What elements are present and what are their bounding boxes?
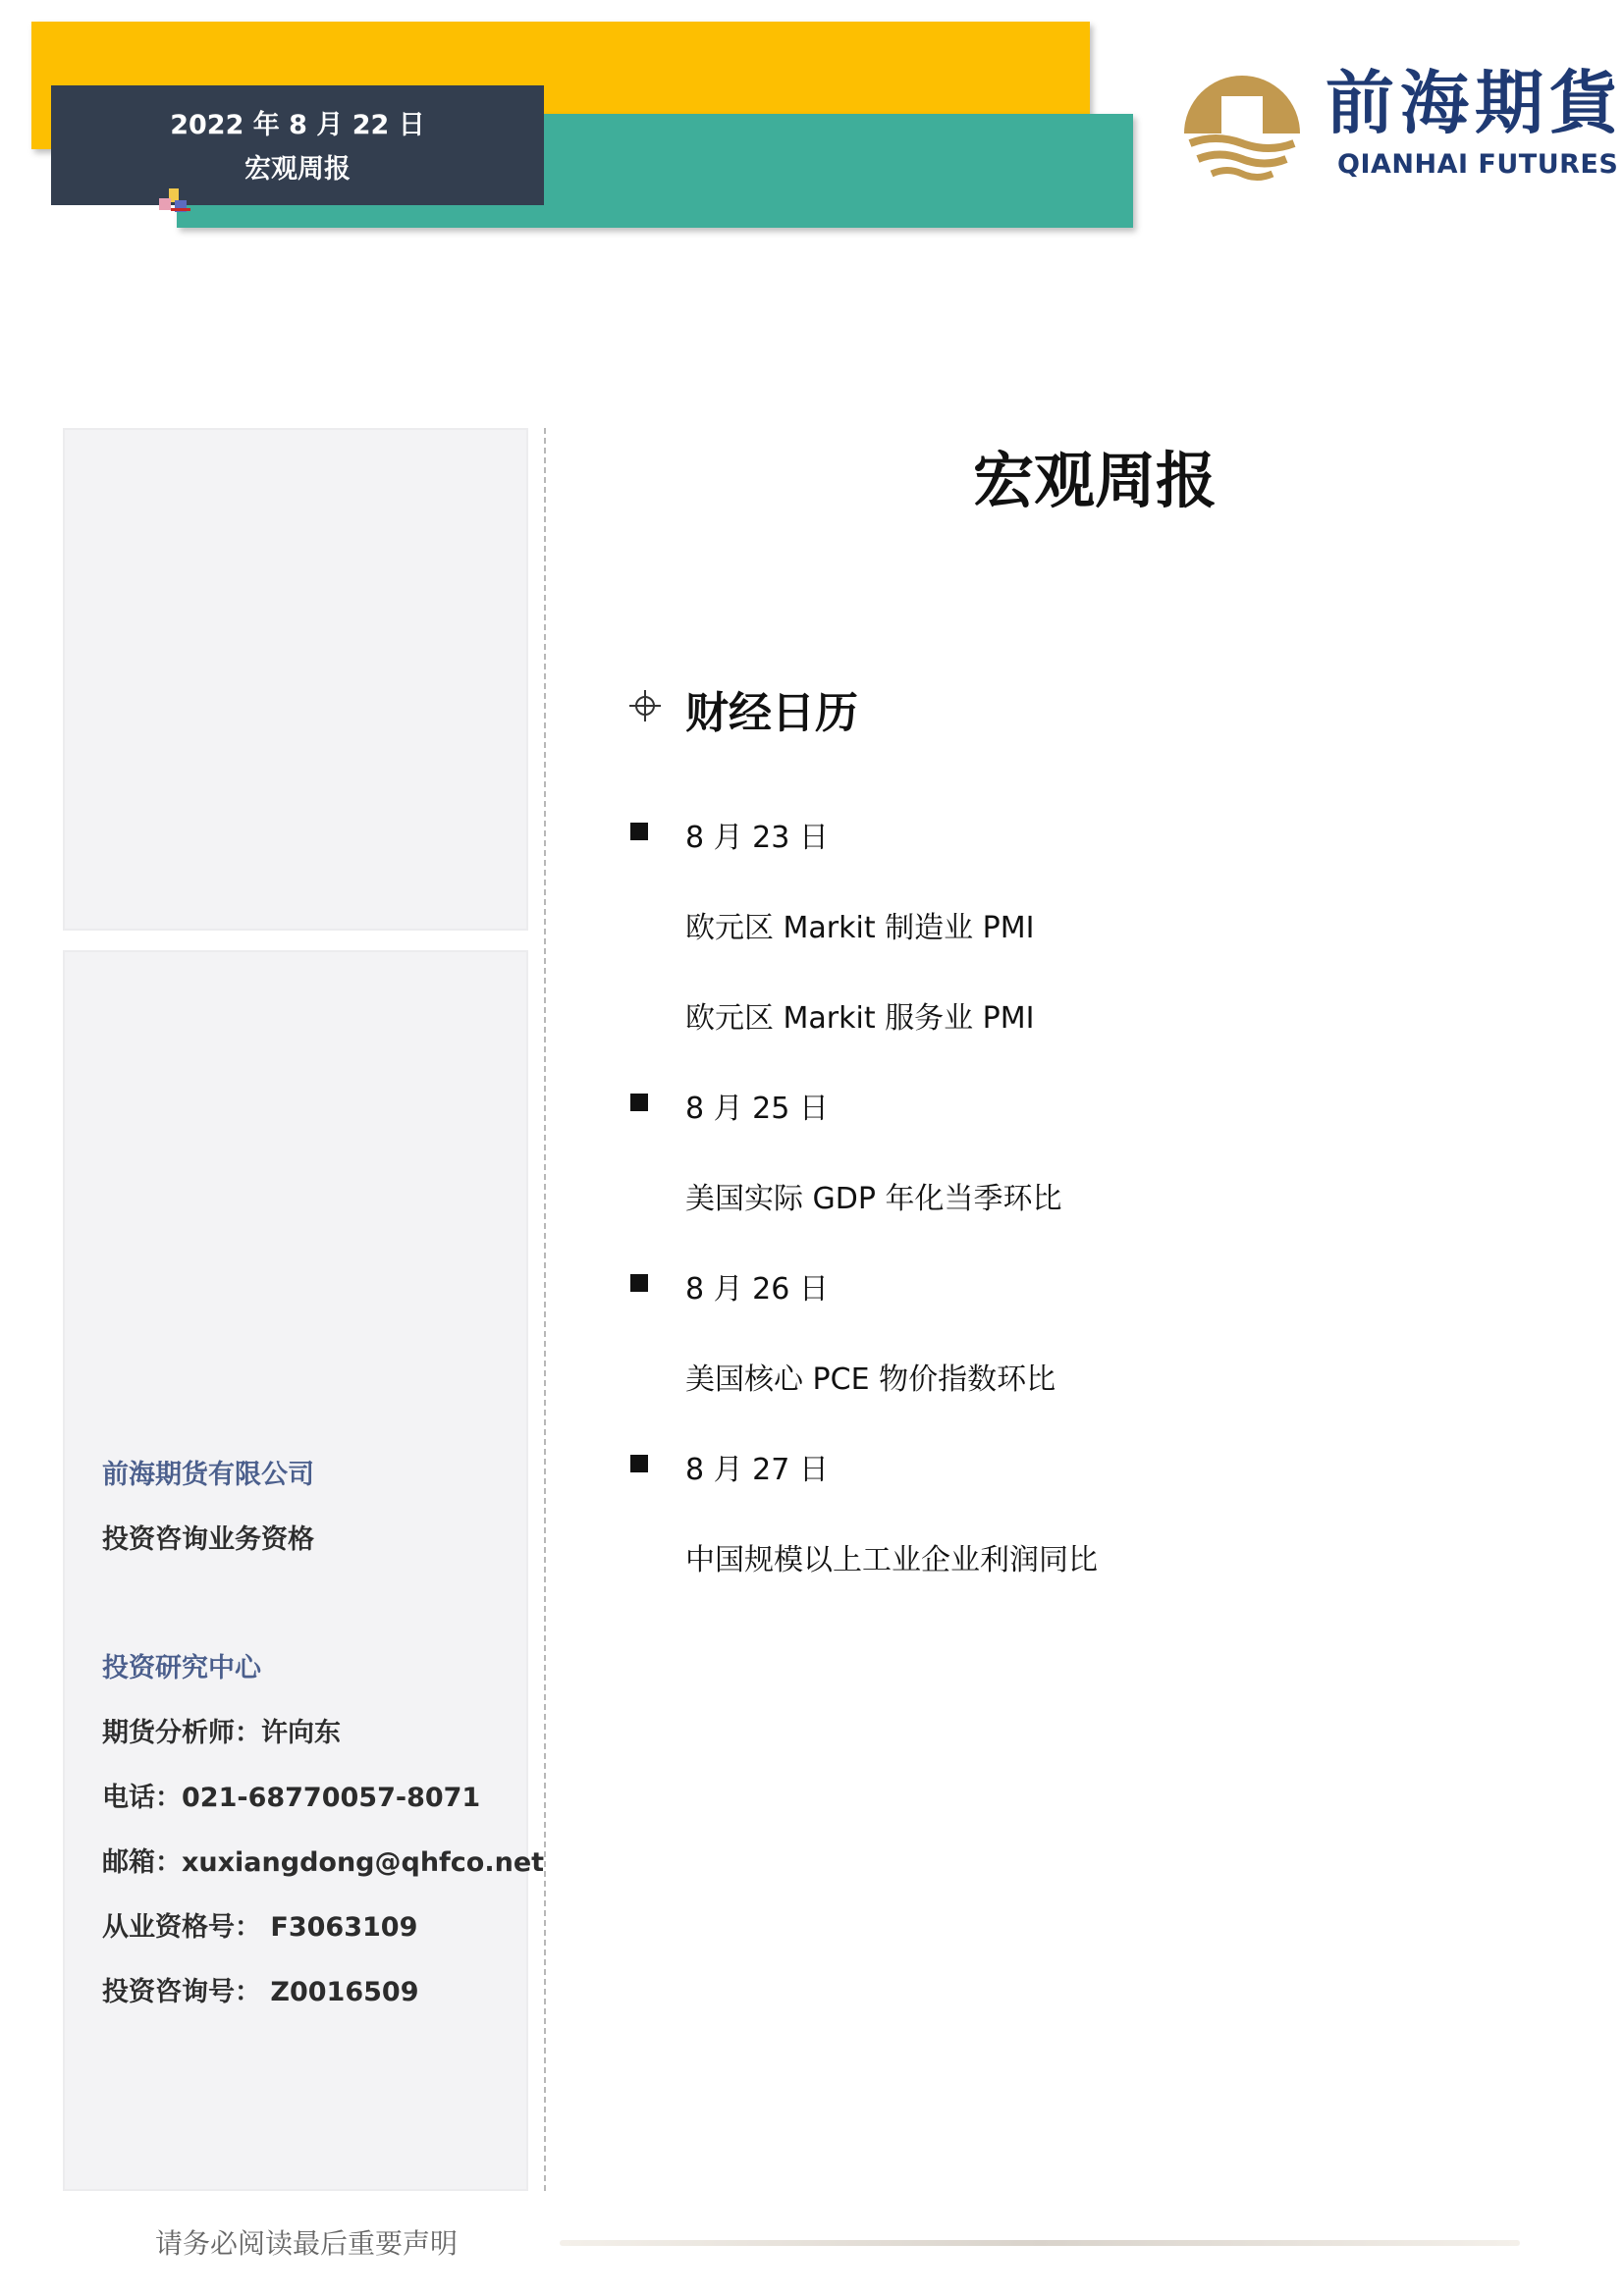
qianhai-logo-icon [1176, 63, 1308, 188]
logo-text-en: QIANHAI FUTURES [1337, 149, 1619, 180]
bullet-icon [630, 1455, 648, 1472]
column-divider [544, 428, 546, 2191]
disclaimer-note: 请务必阅读最后重要声明 [155, 2227, 459, 2260]
company-name: 前海期货有限公司 [102, 1460, 314, 1490]
analyst-name: 期货分析师：许向东 [102, 1718, 341, 1748]
color-squares-icon [159, 188, 192, 218]
calendar-event: 中国规模以上工业企业利润同比 [685, 1543, 1098, 1577]
bullet-icon [630, 1274, 648, 1292]
bullet-icon [630, 1094, 648, 1111]
consult-number: 投资咨询号： Z0016509 [102, 1977, 419, 2007]
calendar-event: 欧元区 Markit 服务业 PMI [685, 1001, 1035, 1036]
calendar-date: 8 月 27 日 [685, 1453, 829, 1487]
page-title: 宏观周报 [972, 445, 1217, 516]
bullet-icon [630, 823, 648, 840]
report-type: 宏观周报 [244, 154, 351, 185]
research-center: 投资研究中心 [102, 1653, 261, 1683]
section-title: 财经日历 [685, 688, 858, 738]
footer-rule [560, 2240, 1520, 2246]
crosshair-icon [628, 689, 662, 722]
calendar-event: 美国核心 PCE 物价指数环比 [685, 1362, 1056, 1397]
qualification: 投资咨询业务资格 [102, 1524, 314, 1555]
analyst-email: 邮箱：xuxiangdong@qhfco.net [102, 1847, 545, 1878]
report-date: 2022 年 8 月 22 日 [170, 110, 425, 140]
analyst-phone: 电话：021-68770057-8071 [102, 1783, 481, 1813]
calendar-event: 美国实际 GDP 年化当季环比 [685, 1182, 1062, 1216]
calendar-date: 8 月 26 日 [685, 1272, 829, 1307]
logo-text-cn: 前海期貨 [1326, 62, 1624, 143]
calendar-event: 欧元区 Markit 制造业 PMI [685, 911, 1035, 945]
license-number: 从业资格号： F3063109 [102, 1912, 418, 1943]
header-date-box [51, 85, 544, 205]
calendar-date: 8 月 25 日 [685, 1092, 829, 1126]
calendar-date: 8 月 23 日 [685, 821, 829, 855]
